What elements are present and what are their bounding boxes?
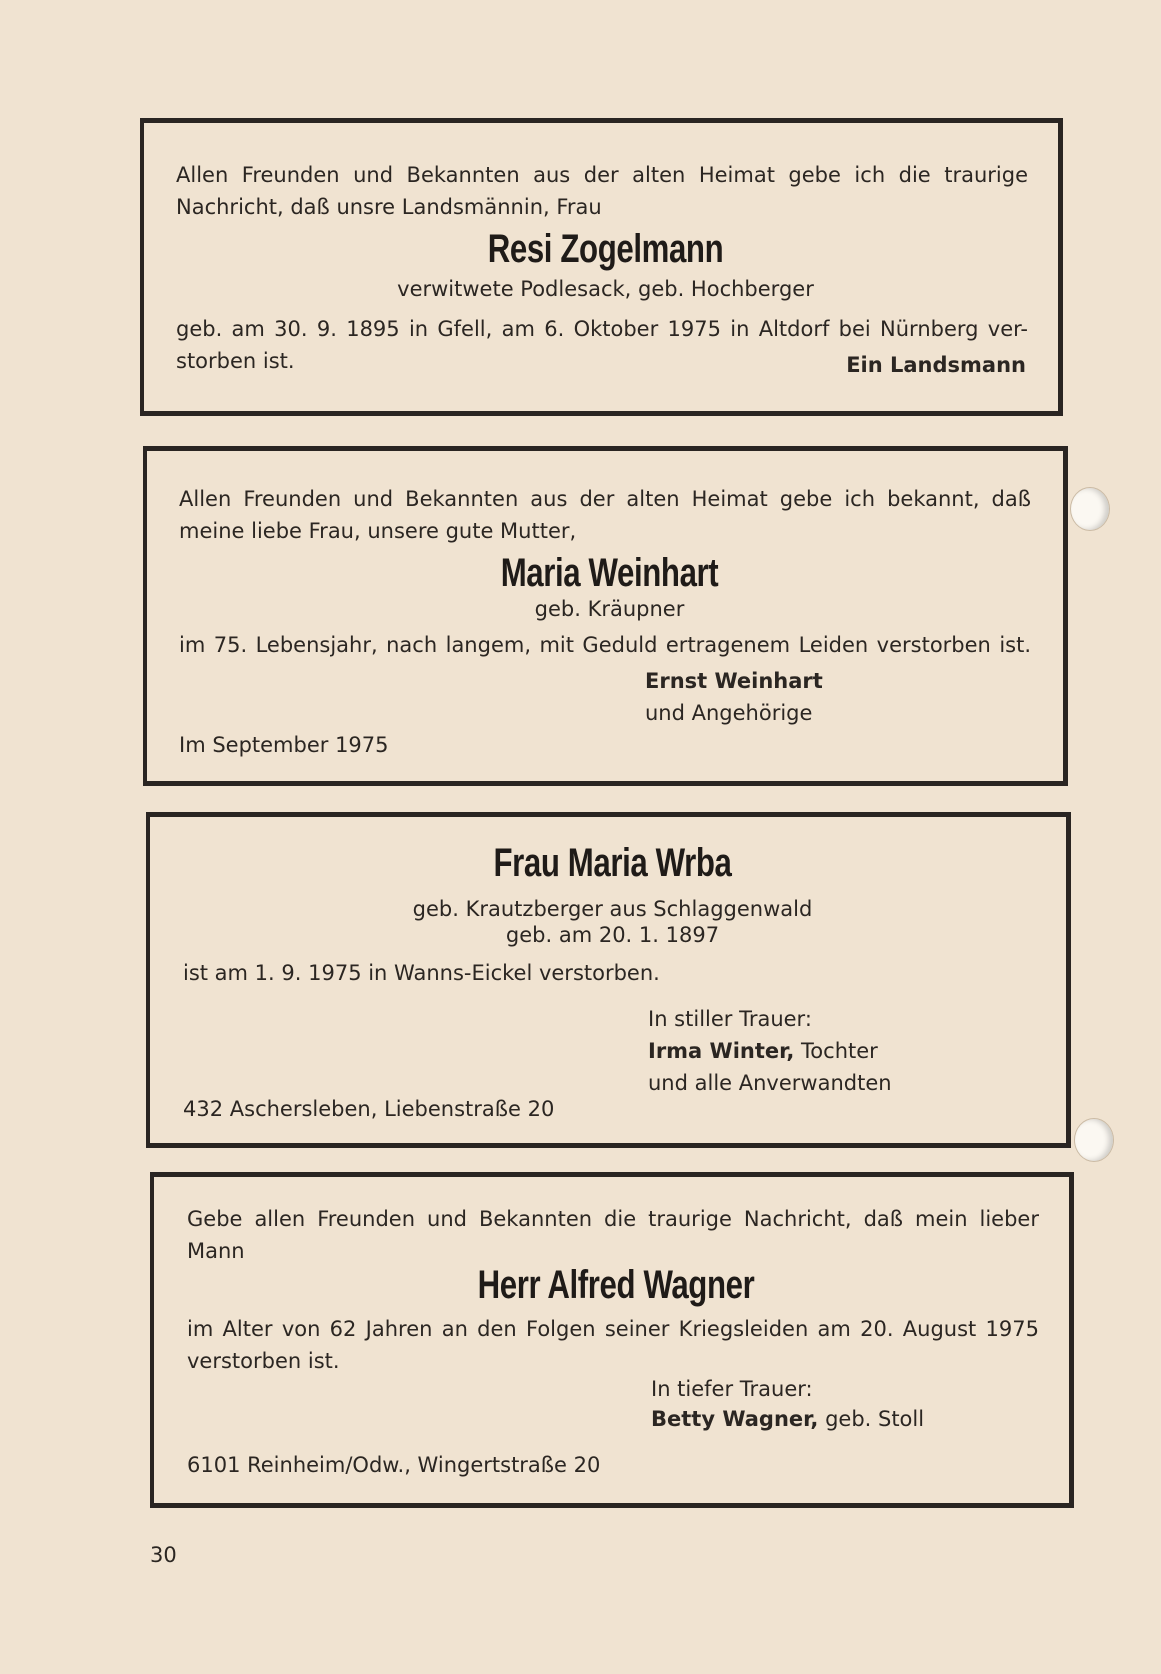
notice-address: 6101 Reinheim/Odw., Wingertstraße 20 [187,1453,601,1477]
deceased-name: Herr Alfred Wagner [477,1263,755,1307]
mourner-name: Betty Wagner, [651,1407,819,1431]
mourning-label: In stiller Trauer: [648,1007,812,1031]
notice-intro-line: Allen Freunden und Bekannten aus der alten Heimat gebe ich bekannt, daß [179,487,1031,511]
notice-address: 432 Aschersleben, Liebenstraße 20 [183,1097,555,1121]
notice-signature-name: Ernst Weinhart [645,669,823,693]
notice-signature: Ein Landsmann [846,353,1026,377]
deceased-subtitle: verwitwete Podlesack, geb. Hochberger [397,277,814,301]
notice-intro-line: Gebe allen Freunden und Bekannten die traurige Nachricht, daß mein lieber [187,1207,1039,1231]
notice-body-line: verstorben ist. [187,1349,340,1373]
notice-date: Im September 1975 [179,733,389,757]
mourner-relation: Tochter [794,1039,878,1063]
obituary-notice-wagner [150,1172,1074,1508]
mourner-line [648,1035,878,1067]
notice-body-line: ist am 1. 9. 1975 in Wanns-Eickel verstorben. [183,961,660,985]
deceased-name: Maria Weinhart [500,551,719,595]
deceased-name: Frau Maria Wrba [493,841,732,885]
notice-intro-line: meine liebe Frau, unsere gute Mutter, [179,519,577,543]
notice-body-line: geb. am 30. 9. 1895 in Gfell, am 6. Oktober 1975 in Altdorf bei Nürnberg ver- [176,317,1028,341]
notice-intro-line: Mann [187,1239,245,1263]
deceased-name: Resi Zogelmann [487,227,724,271]
obituary-notice-weinhart [143,446,1068,786]
mourner-line [651,1403,924,1435]
notice-body-line: im 75. Lebensjahr, nach langem, mit Geduld ertragenem Leiden verstorben ist. [179,633,1031,657]
obituary-notice-wrba [146,812,1071,1148]
deceased-birth-date: geb. am 20. 1. 1897 [505,923,720,947]
deceased-subtitle: geb. Kräupner [534,597,685,621]
punch-hole [1074,1118,1114,1162]
notice-signature-line: und Angehörige [645,701,813,725]
mourner-line: und alle Anverwandten [648,1071,892,1095]
deceased-subtitle: geb. Krautzberger aus Schlaggenwald [412,897,813,921]
mourning-label: In tiefer Trauer: [651,1377,813,1401]
page-number: 30 [150,1543,177,1567]
mourner-relation: geb. Stoll [818,1407,925,1431]
notice-intro-line: Allen Freunden und Bekannten aus der alten Heimat gebe ich die traurige [176,163,1028,187]
notice-body-line: im Alter von 62 Jahren an den Folgen seiner Kriegsleiden am 20. August 1975 [187,1317,1039,1341]
notice-intro-line: Nachricht, daß unsre Landsmännin, Frau [176,195,602,219]
obituary-notice-zogelmann [140,118,1063,416]
notice-body-line: storben ist. [176,349,295,373]
mourner-name: Irma Winter, [648,1039,795,1063]
punch-hole [1070,487,1110,531]
